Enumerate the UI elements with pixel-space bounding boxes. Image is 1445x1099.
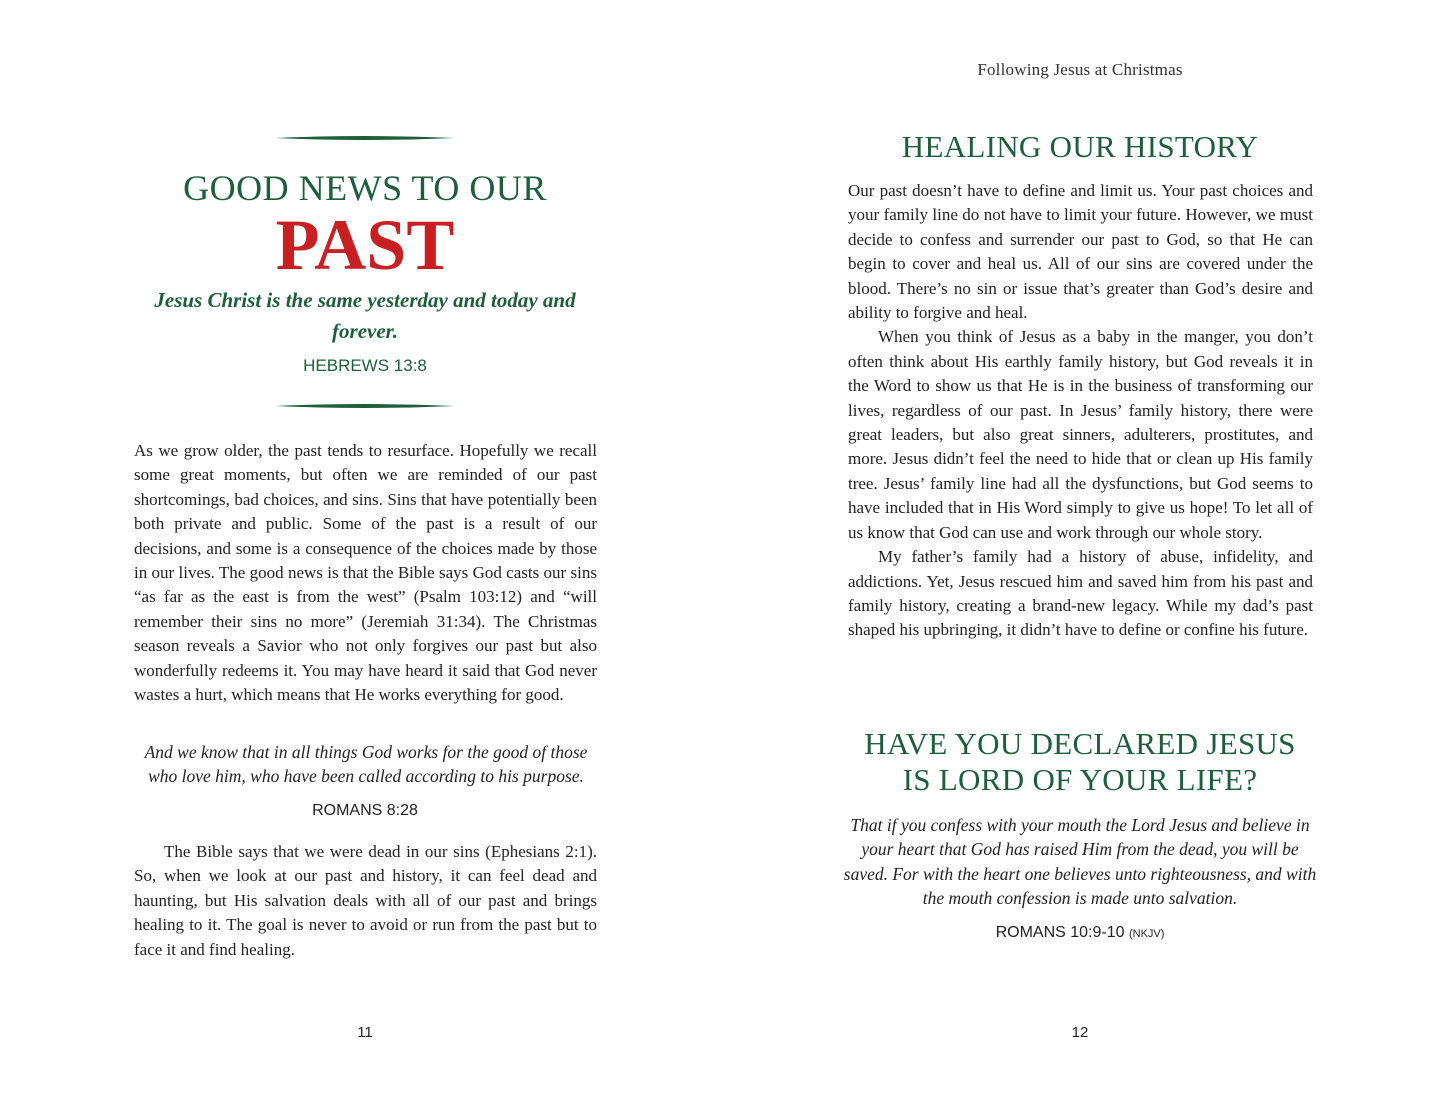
scripture-quote: That if you confess with your mouth the Lord Jesus and believe in your heart that God has raised Him from the dead, you will be saved. For with the heart one believes unto righteousness, and with the mouth confession is made unto salvation. bbox=[843, 815, 1317, 909]
left-body-paragraph-1 bbox=[134, 439, 597, 707]
page-number: 12 bbox=[1071, 1024, 1089, 1041]
right-body-text bbox=[848, 179, 1313, 643]
section-title-healing: HEALING OUR HISTORY bbox=[901, 129, 1259, 164]
bottom-ornament-divider bbox=[275, 402, 455, 410]
section-title-declared: HAVE YOU DECLARED JESUS IS LORD OF YOUR LIFE? bbox=[864, 726, 1296, 797]
paragraph: The Bible says that we were dead in our sins (Ephesians 2:1). So, when we look at our past and history, it can feel dead and haunting, but His salvation deals with all of our past and brings healing to it. The goal is never to avoid or run from the past but to face it and find healing. bbox=[134, 842, 597, 959]
reference-text: ROMANS 10:9-10 bbox=[995, 924, 1125, 941]
left-page bbox=[0, 0, 722, 1099]
epigraph-text: Jesus Christ is the same yesterday and today and forever. bbox=[154, 288, 576, 343]
chapter-heading-top: GOOD NEWS TO OUR bbox=[183, 168, 547, 208]
page-number: 11 bbox=[357, 1024, 373, 1041]
scripture-quote-reference: ROMANS 8:28 bbox=[312, 802, 418, 819]
paragraph: When you think of Jesus as a baby in the manger, you don’t often think about His earthly family history, but God reveals it in the Word to show us that He is in the business of transforming our lives, regardless of our past. In Jesus’ family history, there were great leaders, but also great sinners, adulterers, prostitutes, and more. Jesus didn’t feel the need to hide that or clean up His family tree. Jesus’ family line had all the dysfunctions, but God seems to have included that in His Word simply to give us hope! To let all of us know that God can use and work through our whole story. bbox=[848, 327, 1313, 542]
running-head: Following Jesus at Christmas bbox=[977, 60, 1183, 79]
paragraph: As we grow older, the past tends to resurface. Hopefully we recall some great moments, but often we are reminded of our past shortcomings, bad choices, and sins. Sins that have potentially been both private and public. Some of the past is a result of our decisions, and some is a consequence of the choices made by those in our lives. The good news is that the Bible says God casts our sins “as far as the east is from the west” (Psalm 103:12) and “will remember their sins no more” (Jeremiah 31:34). The Christmas season reveals a Savior who not only forgives our past but also wonderfully redeems it. You may have heard it said that God never wastes a hurt, which means that He works everything for good. bbox=[134, 441, 597, 705]
scripture-quote-reference bbox=[722, 924, 1438, 942]
paragraph: Our past doesn’t have to define and limit us. Your past choices and your family line do not have to limit your future. However, we must decide to confess and surrender our past to God, so that He can begin to cover and heal us. All of our sins are covered under the blood. There’s no sin or issue that’s greater than God’s desire and ability to forgive and heal. bbox=[848, 181, 1313, 323]
right-page bbox=[722, 0, 1445, 1099]
epigraph-reference: HEBREWS 13:8 bbox=[303, 356, 427, 375]
chapter-heading-main: PAST bbox=[275, 205, 455, 285]
left-body-paragraph-2 bbox=[134, 840, 597, 962]
top-ornament-divider bbox=[275, 134, 455, 142]
bible-version: (NKJV) bbox=[1128, 928, 1165, 940]
scripture-quote: And we know that in all things God works for the good of those who love him, who have been called according to his purpose. bbox=[144, 742, 588, 787]
paragraph: My father’s family had a history of abuse, infidelity, and addictions. Yet, Jesus rescued him and saved him from his past and family history, creating a brand-new legacy. While my dad’s past shaped his upbringing, it didn’t have to define or confine his future. bbox=[848, 547, 1313, 640]
